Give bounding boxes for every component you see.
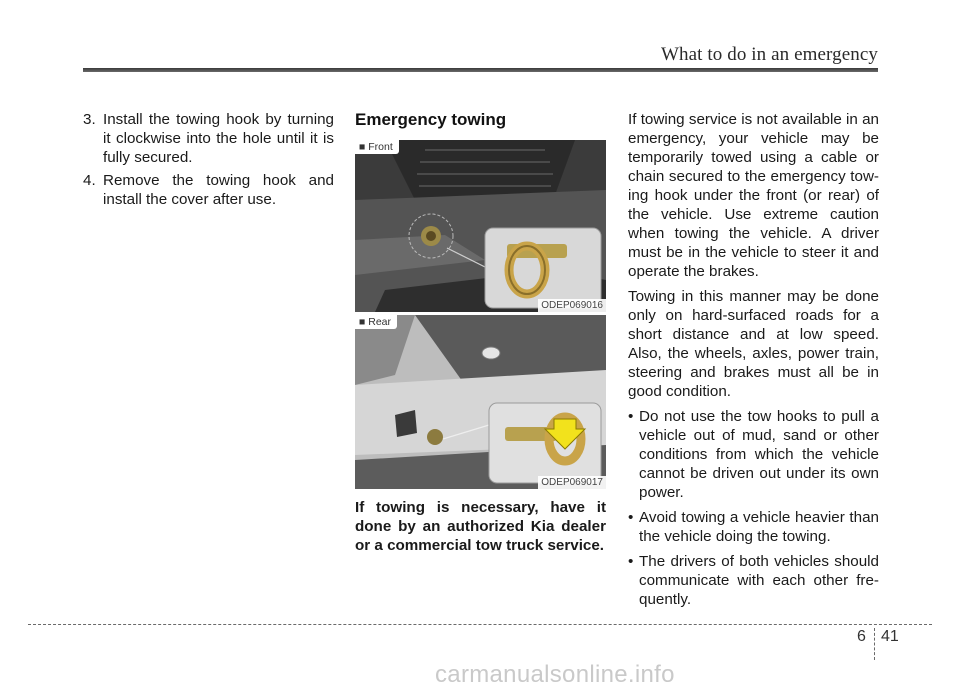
- photo-code-front: ODEP069016: [538, 299, 606, 312]
- bold-note-text: If towing is necessary, have it done by an authorized Kia dealer or a commercial tow truck service.: [355, 499, 606, 554]
- right-column: [628, 110, 879, 615]
- page-number: 41: [881, 628, 899, 645]
- site-watermark: carmanualsonline.info: [435, 661, 675, 688]
- bullet: •: [628, 408, 634, 425]
- rear-bumper-illustration: [355, 315, 606, 489]
- dealer-note: [355, 498, 606, 561]
- header-rule: [83, 68, 878, 72]
- step-3: [83, 110, 334, 167]
- photo-label-rear: ■ Rear: [355, 315, 397, 329]
- photo-code-rear: ODEP069017: [538, 476, 606, 489]
- footer-rule: [28, 624, 932, 625]
- list-item: [628, 552, 879, 609]
- front-tow-hook-photo: [355, 140, 606, 312]
- rear-tow-hook-photo: [355, 315, 606, 489]
- step-number: 3.: [83, 111, 96, 128]
- bullet: •: [628, 553, 634, 570]
- step-text: Install the towing hook by turning it clockwise into the hole until it is fully secured.: [103, 111, 334, 166]
- step-text: Remove the towing hook and install the cover after use.: [103, 172, 334, 208]
- running-header-title: What to do in an emergency: [661, 44, 878, 65]
- step-4: [83, 171, 334, 209]
- bullet-text: Do not use the tow hooks to pull a vehicle out of mud, sand or other conditions from which the vehicle cannot be driven out under its own power.: [639, 408, 879, 501]
- caution-list: [628, 407, 879, 609]
- paragraph-towing-conditions: Towing in this manner may be done only on hard-surfaced roads for a short distance and at low speed. Also, the wheels, axles, power train, steering and brakes must all be in good condition.: [628, 288, 879, 400]
- step-number: 4.: [83, 172, 96, 189]
- list-item: [628, 407, 879, 502]
- section-title: Emergency towing: [355, 110, 507, 129]
- photo-label-front: ■ Front: [355, 140, 399, 154]
- bullet-text: Avoid towing a vehicle heavier than the vehicle doing the towing.: [639, 509, 879, 545]
- left-column: [83, 110, 334, 213]
- bullet: •: [628, 509, 634, 526]
- front-bumper-illustration: [355, 140, 606, 312]
- page-divider: [874, 628, 875, 660]
- bullet-text: The drivers of both vehicles should communicate with each other fre-quently.: [639, 553, 879, 608]
- chapter-number: 6: [857, 628, 866, 645]
- list-item: [628, 508, 879, 546]
- paragraph-towing-emergency: If towing service is not available in an emergency, your vehicle may be temporarily towed using a cable or chain secured to the emergency tow-ing hook under the front (or rear) of the vehicle. Use extreme caution when towing the vehicle. A driver must be in the vehicle to steer it and operate the brakes.: [628, 111, 879, 280]
